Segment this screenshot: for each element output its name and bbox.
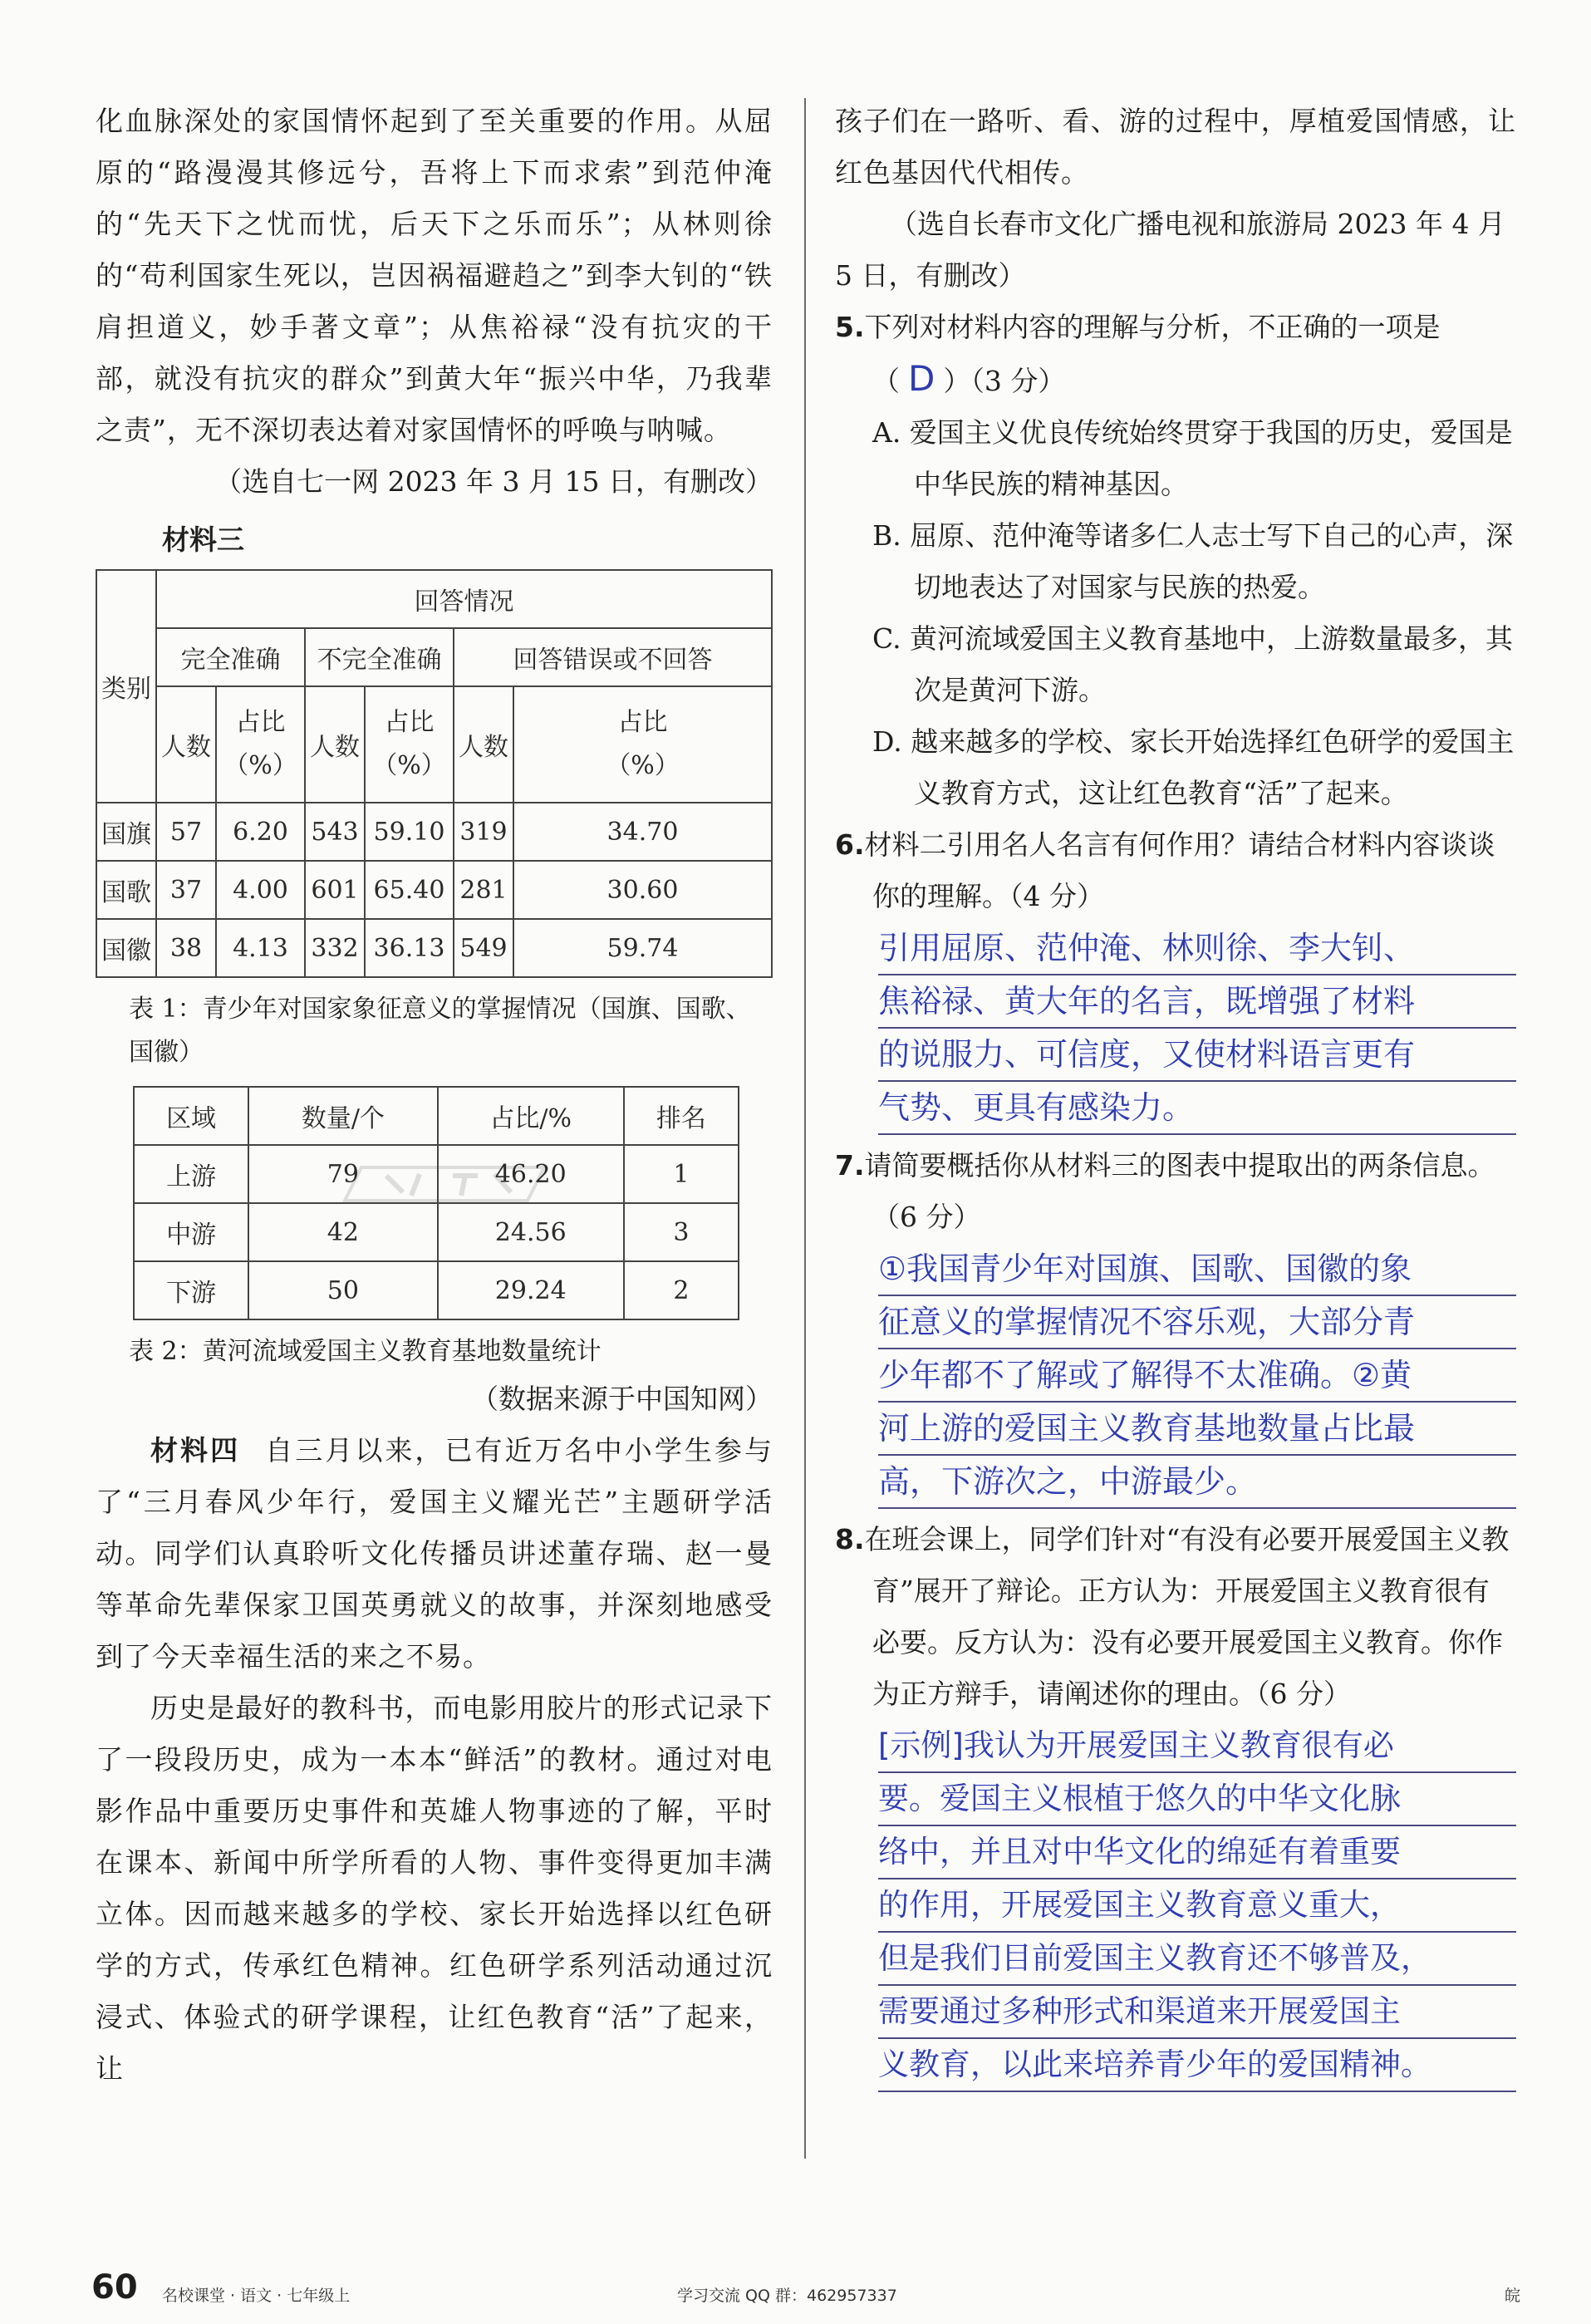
q8-answer: [示例]我认为开展爱国主义教育很有必 要。爱国主义根植于悠久的中华文化脉 络中，并且对中华文化的绵延有着重要 的作用，开展爱国主义教育意义重大， 但是我们目前爱国主义教育还不够普及， 需要通过多种形式和渠道来开展爱国主 义教育，以此来培养青少年的爱国精神。 [878,1720,1516,2092]
material3-heading: 材料三 [162,523,244,556]
book-series: 名校课堂 · 语文 · 七年级上 [162,2287,351,2305]
q5-option-d: D. 越来越多的学校、家长开始选择红色研学的爱国主义教育方式，这让红色教育“活”了起来。 [872,725,1515,809]
table-row: 下游 50 29.24 2 [134,1261,739,1319]
q5-option-a: A. 爱国主义优良传统始终贯穿于我国的历史，爱国是中华民族的精神基因。 [872,416,1513,500]
table1-caption: 表 1：青少年对国家象征意义的掌握情况（国旗、国歌、国徽） [129,995,751,1067]
right-column [835,96,1516,2092]
table1-sub-ratio: 占比 （%） [216,686,305,803]
table1-category-header: 类别 [96,570,156,803]
left-column [96,96,773,2095]
material4-paragraph-2: 历史是最好的教科书，而电影用胶片的形式记录下了一段段历史，成为一本本“鲜活”的教材。通过对电影作品中重要历史事件和英雄人物事迹的了解，平时在课本、新闻中所学所看的人物、事件变得更加丰满立体。因而越来越多的学校、家长开始选择以红色研学的方式，传承红色精神。红色研学系列活动通过沉浸式、体验式的研学课程，让红色教育“活”了起来，让 [96,1692,773,2085]
table-row: 国歌 37 4.00 601 65.40 281 30.60 [96,861,772,919]
material4-heading: 材料四 [150,1434,241,1467]
table-1 [96,569,773,978]
material4-continuation: 孩子们在一路听、看、游的过程中，厚植爱国情感，让红色基因代代相传。 [835,105,1516,189]
region-mark: 皖 [1504,2287,1520,2305]
table1-group: 回答错误或不回答 [454,628,772,686]
column-divider [804,98,806,2159]
page-number: 60 [91,2268,138,2307]
q6-answer: 引用屈原、范仲淹、林则徐、李大钊、 焦裕禄、黄大年的名言，既增强了材料 的说服力、可信度，又使材料语言更有 气势、更具有感染力。 [878,922,1516,1135]
q5-option-b: B. 屈原、范仲淹等诸多仁人志士写下自己的心声，深切地表达了对国家与民族的热爱。 [872,519,1514,603]
material4-paragraph: 材料四 自三月以来，已有近万名中小学生参与了“三月春风少年行，爱国主义耀光芒”主题研学活动。同学们认真聆听文化传播员讲述董存瑞、赵一曼等革命先辈保家卫国英勇就义的故事，并深刻地感受到了今天幸福生活的来之不易。 [96,1434,773,1673]
table2-source: （数据来源于中国知网） [471,1383,773,1415]
table-2: 区域 数量/个 占比/% 排名 上游 79 46.20 1 中游 42 24.56 3 下游 50 29.24 2 [133,1086,739,1320]
table1-sub-ratio: 占比 （%） [365,686,454,803]
qq-group: 学习交流 QQ 群：462957337 [677,2287,897,2305]
table1-sub-ratio: 占比 （%） [513,686,772,803]
material4-source: （选自长春市文化广播电视和旅游局 2023 年 4 月 5 日，有删改） [835,208,1505,292]
table-row: 国徽 38 4.13 332 36.13 549 59.74 [96,919,772,977]
question-6: 6.材料二引用名人名言有何作用？请结合材料内容谈谈你的理解。（4 分） [835,828,1495,912]
table1-sub-count: 人数 [156,686,216,803]
table1-group: 完全准确 [156,628,305,686]
table1-group: 不完全准确 [305,628,454,686]
q5-option-c: C. 黄河流域爱国主义教育基地中，上游数量最多，其次是黄河下游。 [872,622,1514,706]
table2-caption: 表 2：黄河流域爱国主义教育基地数量统计 [129,1337,602,1366]
table1-sub-count: 人数 [454,686,513,803]
table1-answer-header: 回答情况 [156,570,772,628]
material2-source: （选自七一网 2023 年 3 月 15 日，有删改） [214,465,773,498]
page-footer [91,2268,1520,2310]
q7-answer: ①我国青少年对国旗、国歌、国徽的象 征意义的掌握情况不容乐观，大部分青 少年都不了解或了解得不太准确。②黄 河上游的爱国主义教育基地数量占比最 高，下游次之，中游最少。 [878,1243,1516,1509]
question-8: 8.在班会课上，同学们针对“有没有必要开展爱国主义教育”展开了辩论。正方认为：开展爱国主义教育很有必要。反方认为：没有必要开展爱国主义教育。你作为正方辩手，请阐述你的理由。（6 分） [835,1523,1510,1710]
table-row: 上游 79 46.20 1 [134,1145,739,1203]
table1-sub-count: 人数 [305,686,365,803]
material2-paragraph: 化血脉深处的家国情怀起到了至关重要的作用。从屈原的“路漫漫其修远兮，吾将上下而求索”到范仲淹的“先天下之忧而忧，后天下之乐而乐”；从林则徐的“苟利国家生死以，岂因祸福避趋之”到李大钊的“铁肩担道义，妙手著文章”；从焦裕禄“没有抗灾的干部，就没有抗灾的群众”到黄大年“振兴中华，乃我辈之责”，无不深切表达着对家国情怀的呼唤与呐喊。 [96,105,773,446]
question-5: 5.下列对材料内容的理解与分析，不正确的一项是（ D ）（3 分） [835,311,1441,399]
q5-answer: D [908,358,935,399]
question-7: 7.请简要概括你从材料三的图表中提取出的两条信息。（6 分） [835,1149,1495,1233]
table-row: 中游 42 24.56 3 [134,1203,739,1261]
table-row: 国旗 57 6.20 543 59.10 319 34.70 [96,803,772,861]
